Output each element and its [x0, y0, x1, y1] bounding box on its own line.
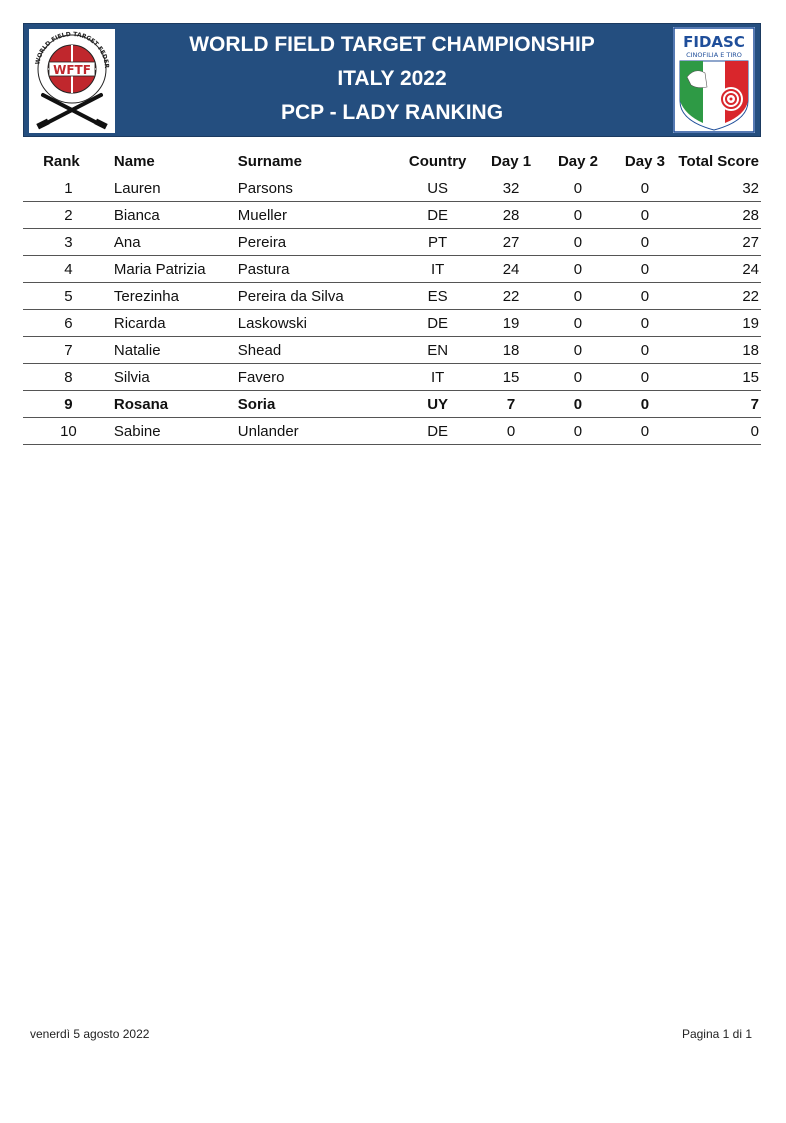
surname-cell: Soria	[238, 391, 398, 418]
rank-cell: 8	[23, 364, 114, 391]
day1-cell: 27	[478, 229, 545, 256]
table-row	[23, 337, 761, 364]
table-header-row	[23, 148, 761, 175]
total-cell: 7	[678, 391, 761, 418]
day3-cell: 0	[611, 256, 678, 283]
column-header-rank: Rank	[43, 153, 80, 170]
surname-cell: Pastura	[238, 256, 398, 283]
rank-cell: 6	[23, 310, 114, 337]
day2-cell: 0	[545, 256, 612, 283]
day1-cell: 22	[478, 283, 545, 310]
day1-cell: 19	[478, 310, 545, 337]
column-header-day3: Day 3	[624, 153, 665, 170]
total-cell: 0	[678, 418, 761, 445]
fidasc-logo-subtext: CINOFILIA E TIRO	[686, 51, 742, 59]
name-cell: Rosana	[114, 391, 238, 418]
ranking-category: PCP - LADY RANKING	[280, 101, 504, 124]
surname-cell: Unlander	[238, 418, 398, 445]
day1-cell: 28	[478, 202, 545, 229]
header-banner	[23, 23, 761, 137]
country-cell: IT	[398, 256, 478, 283]
header-titles	[124, 24, 660, 136]
day2-cell: 0	[545, 418, 612, 445]
day3-cell: 0	[611, 310, 678, 337]
day2-cell: 0	[545, 364, 612, 391]
day3-cell: 0	[611, 418, 678, 445]
rank-cell: 7	[23, 337, 114, 364]
total-cell: 15	[678, 364, 761, 391]
country-cell: US	[398, 175, 478, 202]
table-row	[23, 364, 761, 391]
name-cell: Maria Patrizia	[114, 256, 238, 283]
day1-cell: 0	[478, 418, 545, 445]
name-cell: Lauren	[114, 175, 238, 202]
event-location-year: ITALY 2022	[337, 67, 447, 90]
name-cell: Sabine	[114, 418, 238, 445]
name-cell: Ana	[114, 229, 238, 256]
day3-cell: 0	[611, 283, 678, 310]
total-cell: 28	[678, 202, 761, 229]
day2-cell: 0	[545, 229, 612, 256]
column-header-name: Name	[113, 153, 155, 170]
surname-cell: Pereira	[238, 229, 398, 256]
column-header-total: Total Score	[678, 153, 759, 170]
day3-cell: 0	[611, 202, 678, 229]
rank-cell: 4	[23, 256, 114, 283]
day3-cell: 0	[611, 364, 678, 391]
country-cell: DE	[398, 310, 478, 337]
name-cell: Silvia	[114, 364, 238, 391]
rank-cell: 1	[23, 175, 114, 202]
country-cell: IT	[398, 364, 478, 391]
column-header-day2: Day 2	[557, 153, 598, 170]
day3-cell: 0	[611, 229, 678, 256]
surname-cell: Parsons	[238, 175, 398, 202]
surname-cell: Pereira da Silva	[238, 283, 398, 310]
rank-cell: 2	[23, 202, 114, 229]
day1-cell: 24	[478, 256, 545, 283]
rank-cell: 5	[23, 283, 114, 310]
country-cell: PT	[398, 229, 478, 256]
day2-cell: 0	[545, 391, 612, 418]
wftf-emblem-icon	[29, 29, 115, 133]
rank-cell: 9	[23, 391, 114, 418]
ranking-table	[23, 148, 761, 445]
wftf-ring-text: WORLD FIELD TARGET FEDER	[34, 30, 111, 69]
wftf-logo	[29, 29, 115, 133]
column-header-day1: Day 1	[491, 153, 532, 170]
name-cell: Ricarda	[114, 310, 238, 337]
day2-cell: 0	[545, 202, 612, 229]
fidasc-emblem-icon	[673, 27, 755, 133]
total-cell: 24	[678, 256, 761, 283]
rank-cell: 3	[23, 229, 114, 256]
day2-cell: 0	[545, 337, 612, 364]
column-header-country: Country	[408, 153, 467, 170]
table-row	[23, 283, 761, 310]
day3-cell: 0	[611, 175, 678, 202]
name-cell: Terezinha	[114, 283, 238, 310]
day1-cell: 7	[478, 391, 545, 418]
table-row	[23, 202, 761, 229]
rank-cell: 10	[23, 418, 114, 445]
day3-cell: 0	[611, 391, 678, 418]
day2-cell: 0	[545, 310, 612, 337]
table-row	[23, 256, 761, 283]
fidasc-logo-text: FIDASC	[683, 33, 745, 51]
country-cell: UY	[398, 391, 478, 418]
table-row	[23, 418, 761, 445]
country-cell: EN	[398, 337, 478, 364]
table-row	[23, 391, 761, 418]
country-cell: DE	[398, 202, 478, 229]
surname-cell: Laskowski	[238, 310, 398, 337]
day1-cell: 15	[478, 364, 545, 391]
championship-title: WORLD FIELD TARGET CHAMPIONSHIP	[189, 33, 595, 56]
total-cell: 18	[678, 337, 761, 364]
surname-cell: Shead	[238, 337, 398, 364]
column-header-surname: Surname	[237, 153, 302, 170]
surname-cell: Favero	[238, 364, 398, 391]
day2-cell: 0	[545, 175, 612, 202]
day2-cell: 0	[545, 283, 612, 310]
table-row	[23, 310, 761, 337]
day3-cell: 0	[611, 337, 678, 364]
footer-date: venerdì 5 agosto 2022	[30, 1027, 150, 1041]
total-cell: 22	[678, 283, 761, 310]
fidasc-logo	[673, 27, 755, 133]
table-row	[23, 229, 761, 256]
footer-page-number: Pagina 1 di 1	[681, 1027, 752, 1041]
day1-cell: 32	[478, 175, 545, 202]
total-cell: 32	[678, 175, 761, 202]
country-cell: DE	[398, 418, 478, 445]
surname-cell: Mueller	[238, 202, 398, 229]
total-cell: 27	[678, 229, 761, 256]
day1-cell: 18	[478, 337, 545, 364]
country-cell: ES	[398, 283, 478, 310]
wftf-logo-text: WFTF	[53, 63, 91, 77]
total-cell: 19	[678, 310, 761, 337]
table-row	[23, 175, 761, 202]
name-cell: Bianca	[114, 202, 238, 229]
name-cell: Natalie	[114, 337, 238, 364]
